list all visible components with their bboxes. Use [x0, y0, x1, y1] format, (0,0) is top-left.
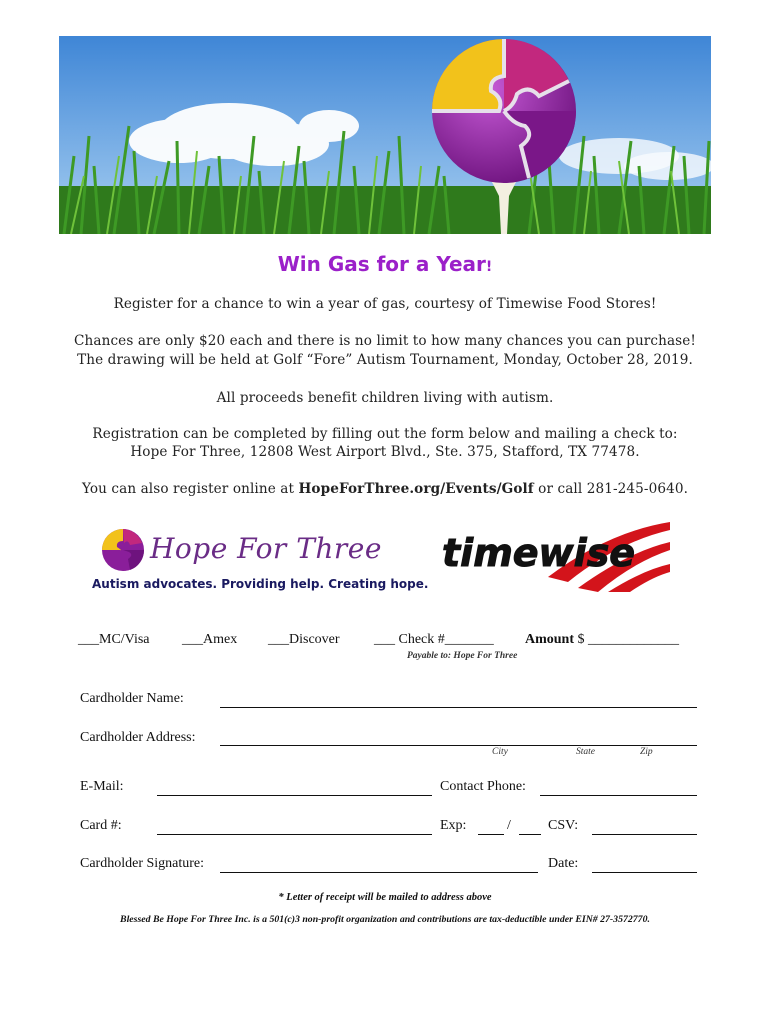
timewise-logo [438, 522, 670, 592]
cardholder-address-field[interactable] [220, 745, 697, 746]
hope-puzzle-logo-icon [100, 527, 146, 573]
online-prefix: You can also register online at [81, 481, 299, 497]
email-label: E-Mail: [80, 779, 124, 794]
contact-phone-label: Contact Phone: [440, 779, 526, 794]
card-number-field[interactable] [157, 834, 432, 835]
hope-for-three-logo-text: Hope For Three [150, 532, 382, 565]
mailing-address: Hope For Three, 12808 West Airport Blvd., Ste. 375, Stafford, TX 77478. [130, 444, 640, 460]
check-number-field[interactable]: ___ Check #_______ [374, 632, 494, 647]
city-caption: City [492, 747, 508, 757]
online-register-link[interactable]: HopeForThree.org/Events/Golf [298, 481, 534, 497]
intro-text: Register for a chance to win a year of gas, courtesy of Timewise Food Stores! [113, 296, 657, 312]
title-exclamation: ! [485, 259, 493, 275]
banner-image [59, 36, 711, 234]
receipt-note: * Letter of receipt will be mailed to address above [278, 892, 492, 903]
chances-text: Chances are only $20 each and there is no limit to how many chances you can purchase! [74, 333, 696, 349]
csv-field[interactable] [592, 834, 697, 835]
online-register-text [0, 480, 770, 498]
amount-label: Amount [525, 632, 575, 647]
email-field[interactable] [157, 795, 432, 796]
proceeds-text: All proceeds benefit children living with autism. [216, 390, 554, 406]
date-label: Date: [548, 856, 579, 871]
contact-phone-field[interactable] [540, 795, 697, 796]
state-caption: State [576, 747, 595, 757]
cardholder-name-field[interactable] [220, 707, 697, 708]
cardholder-address-label: Cardholder Address: [80, 730, 196, 745]
mc-visa-option[interactable]: ___MC/Visa [78, 632, 150, 647]
online-suffix: or call 281-245-0640. [533, 481, 689, 497]
signature-label: Cardholder Signature: [80, 856, 205, 871]
hope-tagline: Autism advocates. Providing help. Creating hope. [92, 577, 429, 591]
exp-year-field[interactable] [519, 834, 541, 835]
cardholder-name-label: Cardholder Name: [80, 691, 184, 706]
csv-label: CSV: [548, 818, 579, 833]
exp-month-field[interactable] [478, 834, 504, 835]
registration-text: Registration can be completed by filling out the form below and mailing a check to: [92, 426, 678, 442]
zip-caption: Zip [640, 747, 653, 757]
card-number-label: Card #: [80, 818, 122, 833]
page-title [0, 252, 770, 276]
nonprofit-note: Blessed Be Hope For Three Inc. is a 501(c)3 non-profit organization and contributions are tax-deductible under EIN# 27-3572770. [120, 914, 650, 925]
amex-option[interactable]: ___Amex [182, 632, 238, 647]
payable-to-note: Payable to: Hope For Three [407, 651, 518, 661]
exp-separator: / [507, 818, 511, 833]
date-field[interactable] [592, 872, 697, 873]
title-main: Win Gas for a Year [277, 252, 486, 276]
amount-blank: $ _____________ [574, 632, 680, 647]
amount-field[interactable] [525, 632, 679, 648]
signature-field[interactable] [220, 872, 538, 873]
timewise-logo-text: timewise [442, 531, 636, 575]
exp-label: Exp: [440, 818, 467, 833]
discover-option[interactable]: ___Discover [268, 632, 340, 647]
drawing-text: The drawing will be held at Golf “Fore” Autism Tournament, Monday, October 28, 2019. [77, 352, 693, 368]
